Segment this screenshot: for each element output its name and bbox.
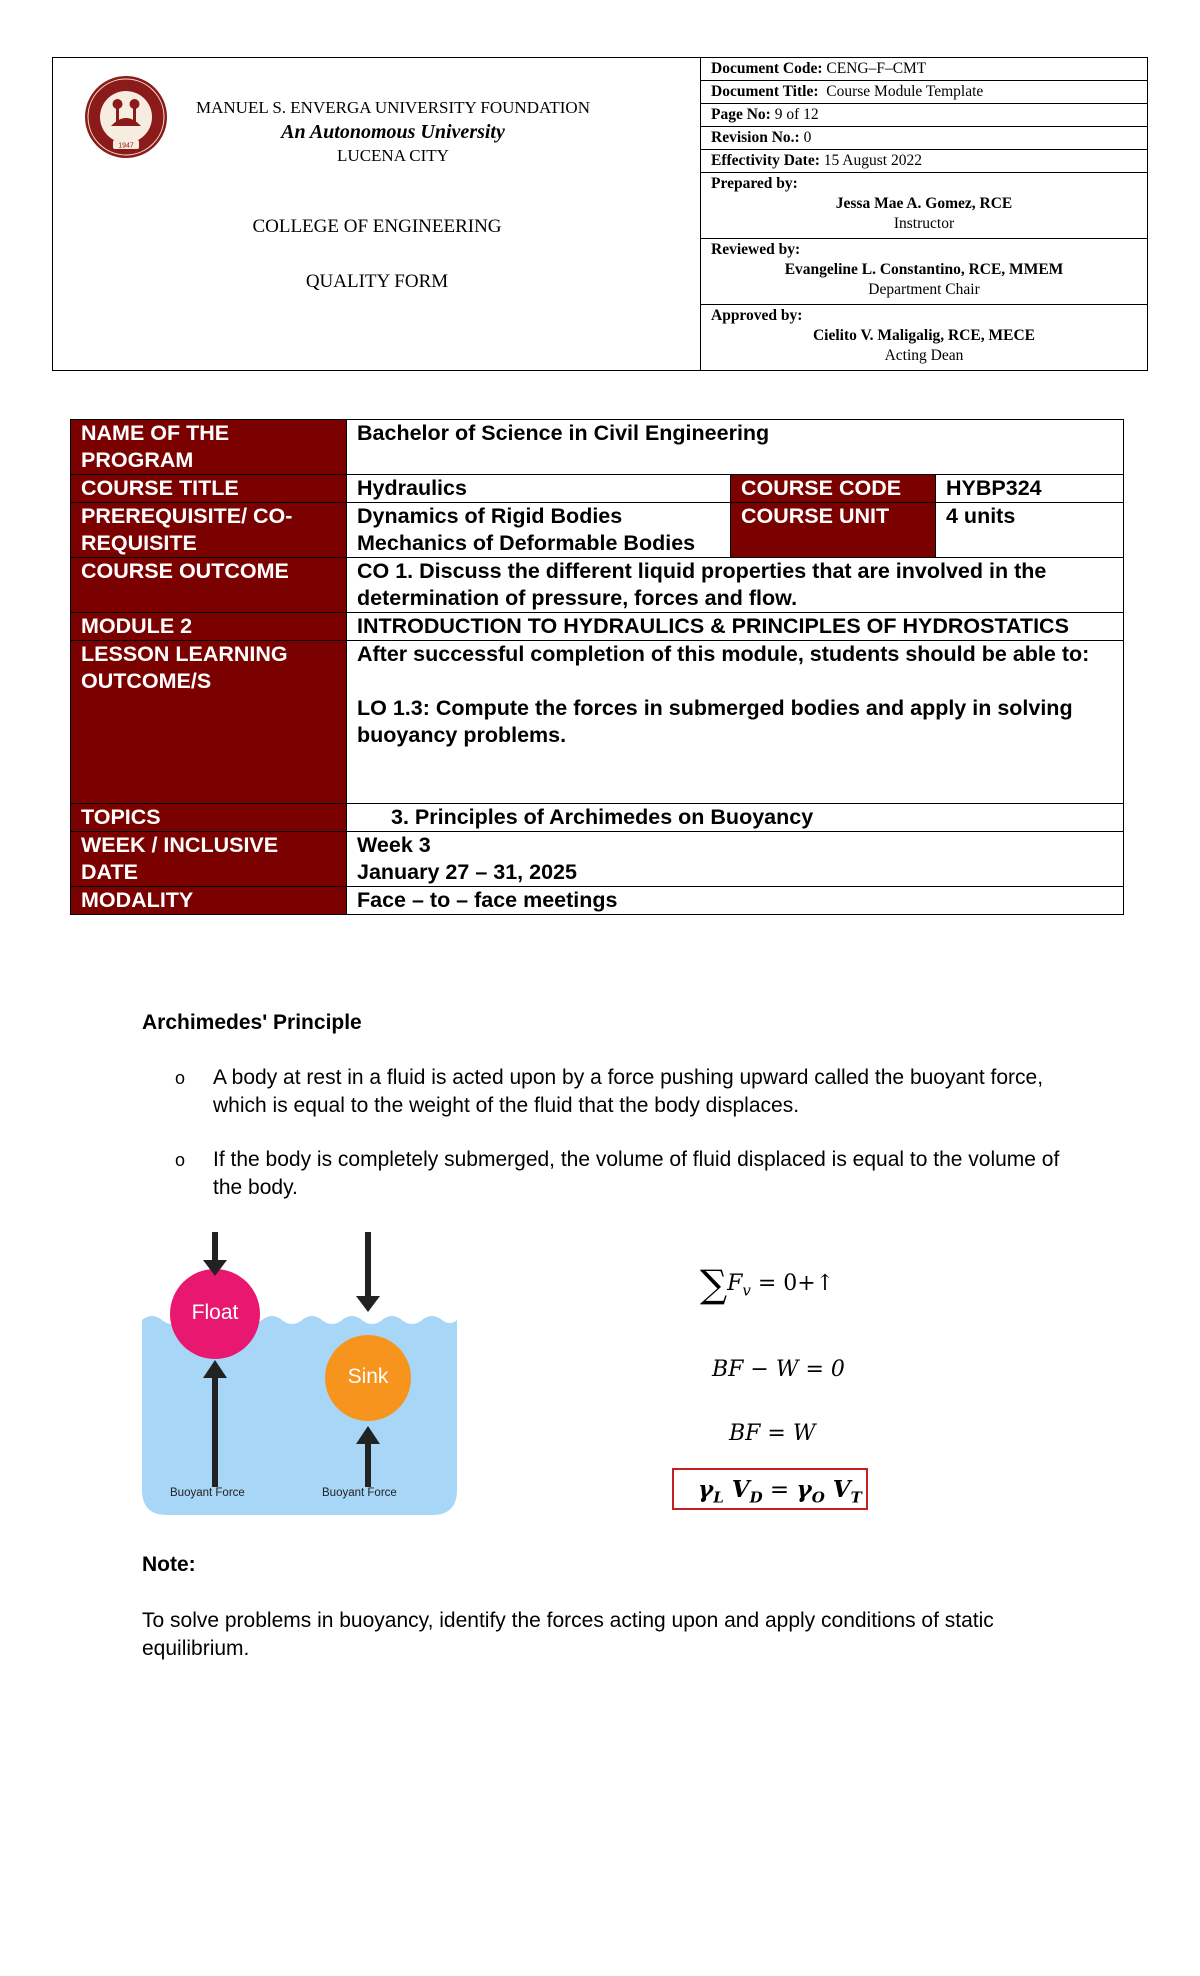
- doc-title-value: Course Module Template: [826, 83, 984, 100]
- module-label: MODULE 2: [71, 613, 347, 641]
- approved-label: Approved by:: [711, 307, 803, 324]
- prepared-name: Jessa Mae A. Gomez, RCE: [835, 195, 1013, 212]
- course-unit-label: COURSE UNIT: [731, 503, 936, 558]
- course-title-value: Hydraulics: [347, 475, 731, 503]
- prereq-value: [347, 503, 731, 558]
- llo-item: LO 1.3: Compute the forces in submerged bodies and apply in solving buoyancy problems.: [357, 696, 1073, 747]
- prepared-label: Prepared by:: [711, 175, 798, 192]
- course-title-label: COURSE TITLE: [71, 475, 347, 503]
- reviewed-role: Department Chair: [868, 281, 980, 298]
- key-equation-box: [672, 1468, 868, 1510]
- bullet-mark: o: [175, 1068, 186, 1088]
- module-row: [71, 613, 1124, 641]
- course-info-table: [70, 419, 1124, 915]
- module-value: INTRODUCTION TO HYDRAULICS & PRINCIPLES OF HYDROSTATICS: [347, 613, 1124, 641]
- college-name: COLLEGE OF ENGINEERING: [252, 216, 502, 237]
- bullet-item: [175, 1064, 1075, 1120]
- modality-value: Face – to – face meetings: [347, 887, 1124, 915]
- volume-displaced-sub: D: [749, 1488, 763, 1507]
- volume-displaced: V: [723, 1476, 750, 1503]
- approved-name: Cielito V. Maligalig, RCE, MECE: [812, 327, 1036, 344]
- prereq-row: [71, 503, 1124, 558]
- title-row: [71, 475, 1124, 503]
- principle-bullets: [175, 1064, 1075, 1228]
- prereq-item-1: Dynamics of Rigid Bodies: [357, 504, 623, 528]
- eq1-tail: = 0+↑: [750, 1271, 835, 1296]
- form-type: QUALITY FORM: [305, 271, 449, 292]
- seal-year: 1947: [118, 142, 134, 150]
- revision-row: [701, 127, 1147, 150]
- effectivity-row: [701, 150, 1147, 173]
- effectivity-label: Effectivity Date:: [711, 152, 820, 169]
- topics-value: 3. Principles of Archimedes on Buoyancy: [347, 804, 1124, 832]
- doc-code-value: CENG–F–CMT: [826, 60, 927, 77]
- gamma-liquid-sub: L: [713, 1488, 724, 1507]
- course-unit-value: 4 units: [936, 503, 1124, 558]
- reviewed-row: [701, 239, 1147, 305]
- weight-arrow-right: [356, 1232, 380, 1312]
- sigma-symbol: ∑: [700, 1262, 728, 1306]
- page-value: 9 of 12: [774, 106, 819, 123]
- llo-value: [347, 641, 1124, 804]
- university-tagline: An Autonomous University: [281, 121, 505, 143]
- bullet-item: [175, 1146, 1075, 1202]
- outcome-label: COURSE OUTCOME: [71, 558, 347, 613]
- prereq-item-2: Mechanics of Deformable Bodies: [357, 531, 696, 555]
- modality-row: [71, 887, 1124, 915]
- prepared-row: [701, 173, 1147, 239]
- doc-code-row: [701, 58, 1147, 81]
- page-row: [701, 104, 1147, 127]
- revision-value: 0: [803, 129, 812, 146]
- doc-title-label: Document Title:: [711, 83, 819, 100]
- buoyant-force-label-right: Buoyant Force: [322, 1487, 397, 1499]
- section-title: Archimedes' Principle: [142, 1011, 362, 1034]
- equation-sum-forces: [700, 1262, 834, 1306]
- eq1-f: F: [727, 1271, 743, 1296]
- document-header: [52, 57, 1148, 371]
- week-number: Week 3: [357, 833, 431, 857]
- reviewed-label: Reviewed by:: [711, 241, 801, 258]
- volume-total-sub: T: [850, 1488, 862, 1507]
- bullet-mark: o: [175, 1150, 186, 1170]
- university-name: MANUEL S. ENVERGA UNIVERSITY FOUNDATION: [196, 98, 590, 117]
- week-dates: January 27 – 31, 2025: [357, 860, 577, 884]
- week-value: [347, 832, 1124, 887]
- effectivity-value: 15 August 2022: [823, 152, 922, 169]
- bullet-text: A body at rest in a fluid is acted upon by a force pushing upward called the buoyant force, which is equal to the weight of the fluid that the body displaces.: [213, 1066, 1044, 1117]
- university-city: LUCENA CITY: [337, 146, 449, 165]
- eq1-sub: v: [742, 1281, 751, 1300]
- page-label: Page No:: [711, 106, 771, 123]
- bullet-text: If the body is completely submerged, the volume of fluid displaced is equal to the volume of the body.: [213, 1148, 1060, 1199]
- llo-row: [71, 641, 1124, 804]
- gamma-object-sub: O: [811, 1488, 825, 1507]
- prepared-role: Instructor: [893, 215, 955, 232]
- approved-row: [701, 305, 1147, 371]
- doc-title-row: [701, 81, 1147, 104]
- buoyancy-figure: [142, 1232, 457, 1515]
- modality-label: MODALITY: [71, 887, 347, 915]
- gamma-object: γ: [796, 1476, 812, 1503]
- week-row: [71, 832, 1124, 887]
- note-title: Note:: [142, 1553, 196, 1576]
- float-label: Float: [191, 1301, 239, 1324]
- equals-sign: =: [762, 1477, 797, 1503]
- revision-label: Revision No.:: [711, 129, 800, 146]
- gamma-liquid: γ: [698, 1476, 714, 1503]
- university-seal-logo: [83, 74, 169, 160]
- week-label: WEEK / INCLUSIVE DATE: [71, 832, 347, 887]
- course-code-label: COURSE CODE: [731, 475, 936, 503]
- prereq-label: PREREQUISITE/ CO-REQUISITE: [71, 503, 347, 558]
- topics-row: [71, 804, 1124, 832]
- header-left-panel: [53, 58, 701, 370]
- weight-arrow-left: [203, 1232, 227, 1276]
- llo-label: LESSON LEARNING OUTCOME/S: [71, 641, 347, 804]
- equation-bf-minus-w: BF − W = 0: [712, 1357, 845, 1382]
- program-value: Bachelor of Science in Civil Engineering: [347, 420, 1124, 475]
- outcome-value: CO 1. Discuss the different liquid properties that are involved in the determination of pressure, forces and flow.: [347, 558, 1124, 613]
- note-text: To solve problems in buoyancy, identify the forces acting upon and apply conditions of static equilibrium.: [142, 1609, 994, 1660]
- volume-total: V: [824, 1476, 851, 1503]
- topics-label: TOPICS: [71, 804, 347, 832]
- outcome-row: [71, 558, 1124, 613]
- approved-role: Acting Dean: [884, 347, 964, 364]
- program-label: NAME OF THE PROGRAM: [71, 420, 347, 475]
- program-row: [71, 420, 1124, 475]
- header-right-panel: [701, 58, 1147, 370]
- doc-code-label: Document Code:: [711, 60, 823, 77]
- buoyant-force-label-left: Buoyant Force: [170, 1487, 245, 1499]
- sink-label: Sink: [347, 1365, 389, 1388]
- equation-bf-equals-w: BF = W: [729, 1421, 816, 1446]
- university-block: [193, 96, 593, 168]
- course-code-value: HYBP324: [936, 475, 1124, 503]
- reviewed-name: Evangeline L. Constantino, RCE, MMEM: [784, 261, 1064, 278]
- llo-intro: After successful completion of this module, students should be able to:: [357, 642, 1090, 666]
